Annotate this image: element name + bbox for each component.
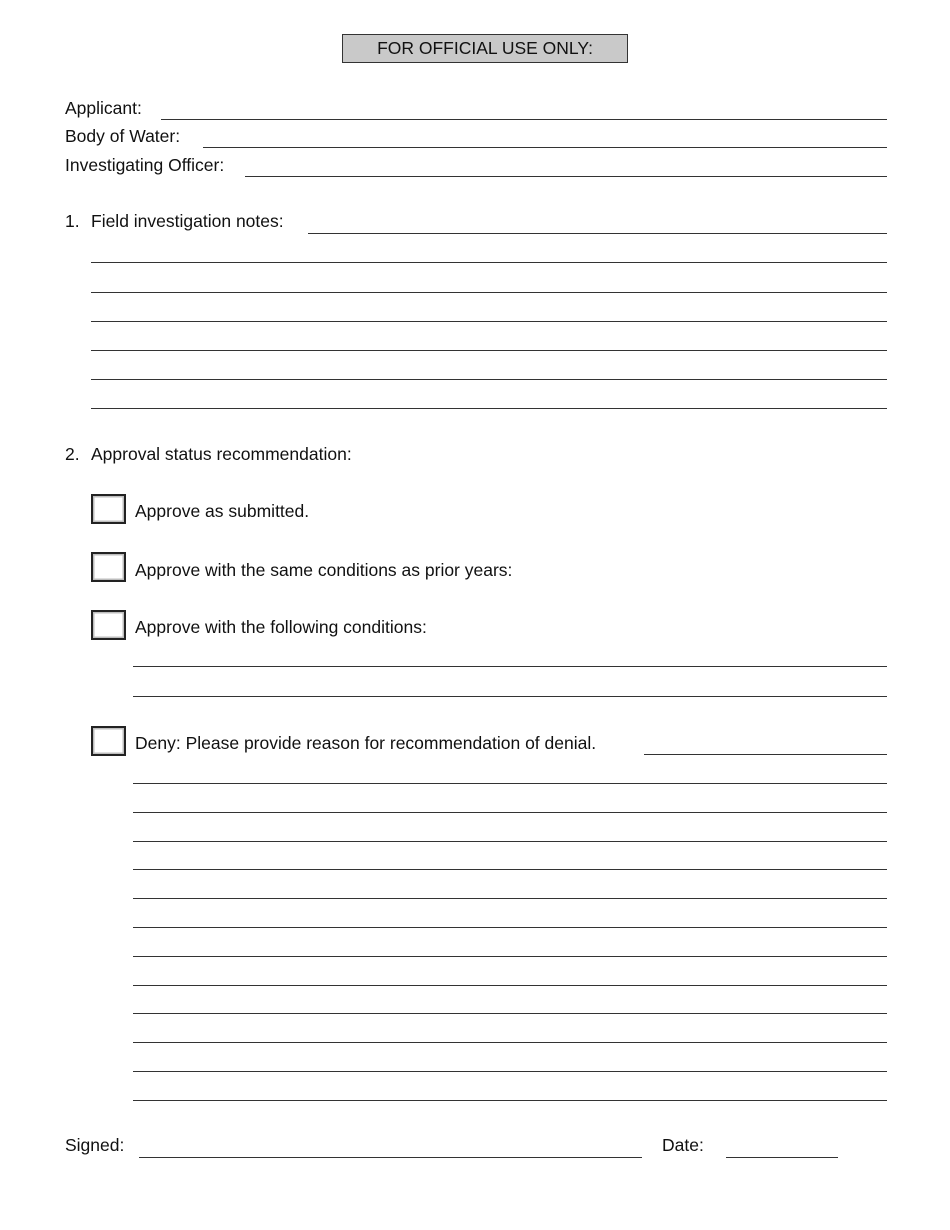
body-of-water-field[interactable] bbox=[203, 147, 887, 148]
approve-following-conditions-checkbox[interactable] bbox=[91, 610, 126, 640]
denial-reason-line[interactable] bbox=[133, 956, 887, 957]
date-label: Date: bbox=[662, 1135, 704, 1155]
field-notes-line[interactable] bbox=[91, 350, 887, 351]
field-notes-line[interactable] bbox=[91, 292, 887, 293]
denial-reason-line[interactable] bbox=[133, 898, 887, 899]
field-notes-line[interactable] bbox=[91, 321, 887, 322]
approval-status-label: Approval status recommendation: bbox=[91, 444, 352, 464]
denial-reason-line[interactable] bbox=[133, 841, 887, 842]
conditions-line[interactable] bbox=[133, 666, 887, 667]
denial-reason-line[interactable] bbox=[133, 1042, 887, 1043]
conditions-line[interactable] bbox=[133, 696, 887, 697]
field-notes-label: Field investigation notes: bbox=[91, 211, 284, 231]
field-notes-line[interactable] bbox=[91, 408, 887, 409]
approve-same-conditions-label: Approve with the same conditions as prior years: bbox=[135, 560, 513, 580]
denial-reason-line[interactable] bbox=[133, 783, 887, 784]
field-notes-line[interactable] bbox=[91, 262, 887, 263]
denial-reason-line[interactable] bbox=[133, 985, 887, 986]
field-notes-line[interactable] bbox=[91, 379, 887, 380]
deny-checkbox[interactable] bbox=[91, 726, 126, 756]
section-1-number: 1. bbox=[65, 211, 80, 231]
denial-reason-line[interactable] bbox=[133, 1100, 887, 1101]
approve-as-submitted-label: Approve as submitted. bbox=[135, 501, 310, 521]
body-of-water-label: Body of Water: bbox=[65, 126, 181, 146]
denial-reason-line[interactable] bbox=[133, 1013, 887, 1014]
applicant-label: Applicant: bbox=[65, 98, 142, 118]
date-field[interactable] bbox=[726, 1157, 838, 1158]
signed-label: Signed: bbox=[65, 1135, 125, 1155]
denial-reason-line[interactable] bbox=[133, 1071, 887, 1072]
signature-field[interactable] bbox=[139, 1157, 642, 1158]
approve-same-conditions-checkbox[interactable] bbox=[91, 552, 126, 582]
investigating-officer-label: Investigating Officer: bbox=[65, 155, 225, 175]
denial-reason-line[interactable] bbox=[133, 869, 887, 870]
denial-reason-line[interactable] bbox=[133, 927, 887, 928]
investigating-officer-field[interactable] bbox=[245, 176, 887, 177]
applicant-field[interactable] bbox=[161, 119, 887, 120]
approve-as-submitted-checkbox[interactable] bbox=[91, 494, 126, 524]
section-2-number: 2. bbox=[65, 444, 80, 464]
denial-reason-line[interactable] bbox=[644, 754, 887, 755]
field-notes-line[interactable] bbox=[308, 233, 887, 234]
denial-reason-line[interactable] bbox=[133, 812, 887, 813]
approve-following-conditions-label: Approve with the following conditions: bbox=[135, 617, 427, 637]
official-use-header: FOR OFFICIAL USE ONLY: bbox=[342, 34, 628, 63]
deny-label: Deny: Please provide reason for recommendation of denial. bbox=[135, 733, 597, 753]
